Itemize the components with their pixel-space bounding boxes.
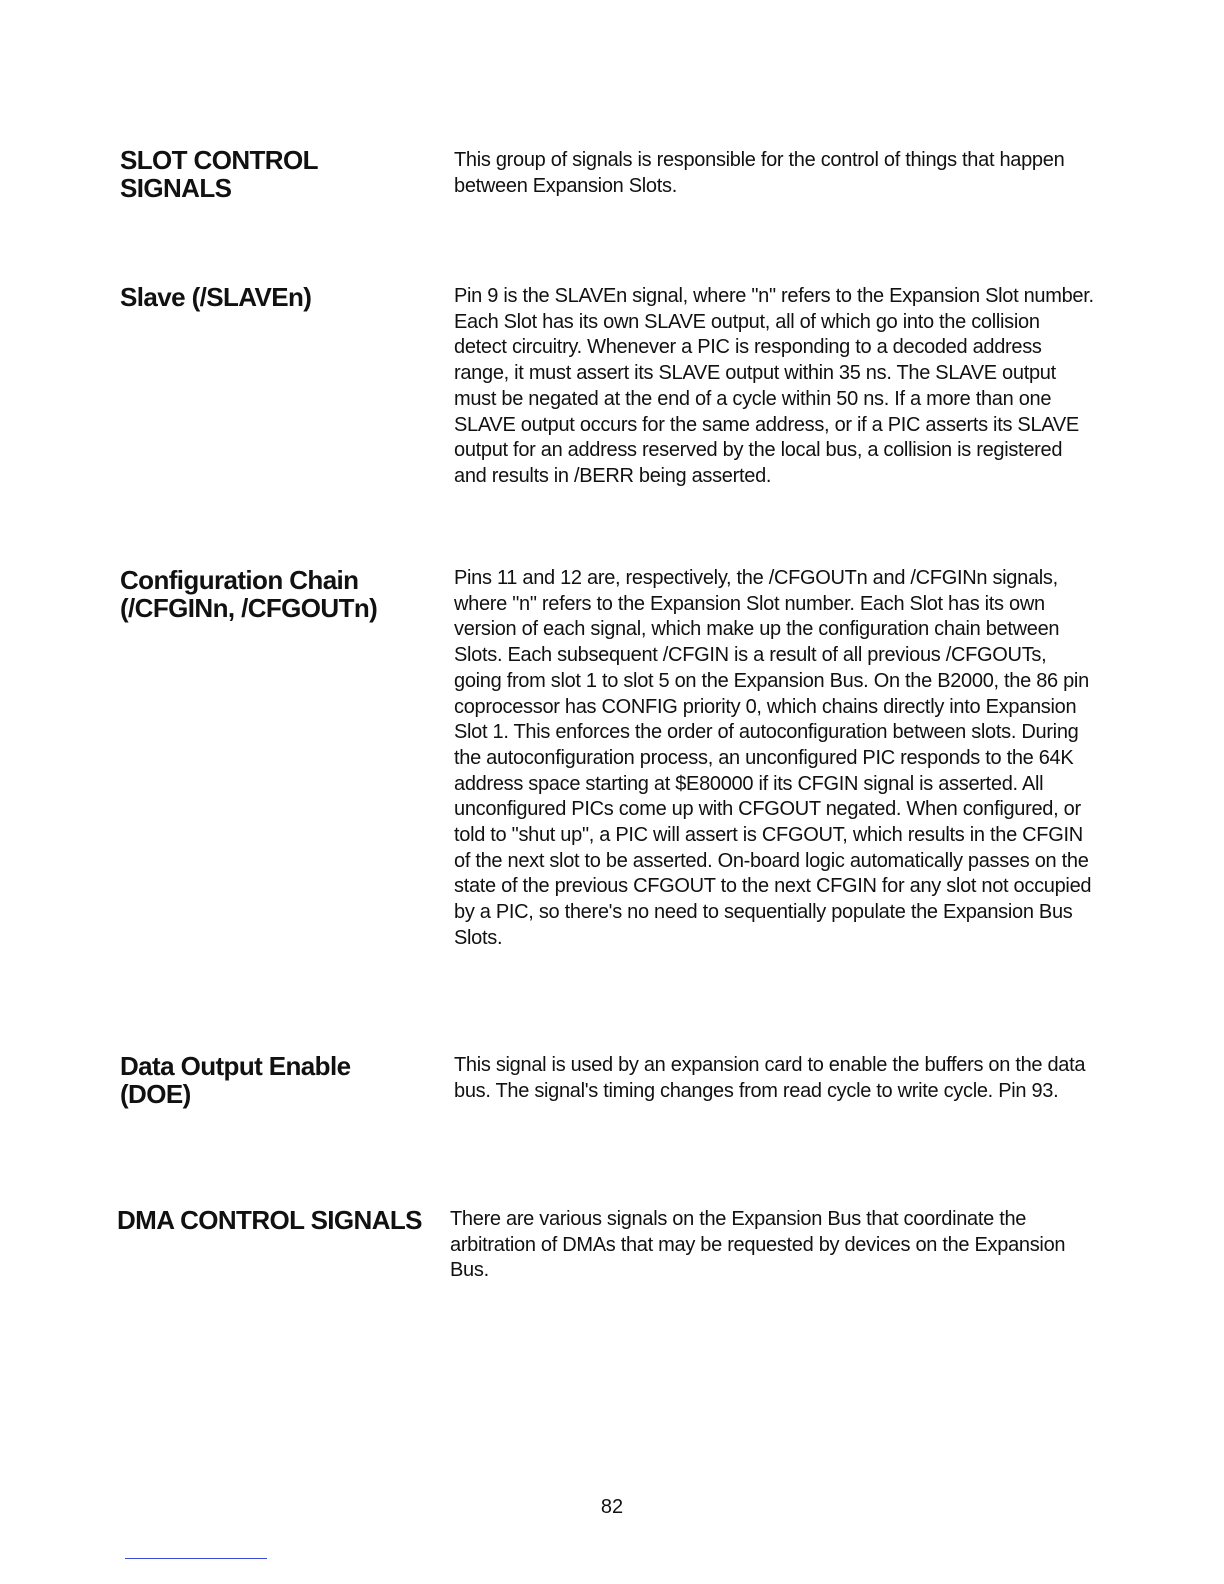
heading-line: (/CFGINn, /CFGOUTn) [120,593,378,623]
section-body: There are various signals on the Expansion Bus that coordinate the arbitration of DMAs that may be requested by devices on the Expansion Bus. [450,1208,1066,1282]
footnote-rule [125,1558,267,1559]
heading-line: (DOE) [120,1079,191,1109]
section-body: Pins 11 and 12 are, respectively, the /CFGOUTn and /CFGINn signals, where "n" refers to the Expansion Slot number. Each Slot has its own version of each signal, which make up the configuration chain between Slots. Each subsequent /CFGIN is a result of all previous /CFGOUTs, going from slot 1 to slot 5 on the Expansion Bus. On the B2000, the 86 pin coprocessor has CONFIG priority 0, which chains directly into Expansion Slot 1. This enforces the order of autoconfiguration between slots. During the autoconfiguration process, an unconfigured PIC responds to the 64K address space starting at $E80000 if its CFGIN signal is asserted. All unconfigured PICs come up with CFGOUT negated. When configured, or told to "shut up", a PIC will assert is CFGOUT, which results in the CFGIN of the next slot to be asserted. On-board logic automatically passes on the state of the previous CFGOUT to the next CFGIN for any slot not occupied by a PIC, so there's no need to sequentially populate the Expansion Bus Slots. [454,567,1092,949]
heading-line: DMA CONTROL SIGNALS [117,1205,422,1235]
heading-line: Configuration Chain [120,565,359,595]
section-body: Pin 9 is the SLAVEn signal, where "n" refers to the Expansion Slot number. Each Slot has its own SLAVE output, all of which go into the collision detect circuitry. Whenever a PIC is responding to a decoded address range, it must assert its SLAVE output within 35 ns. The SLAVE output must be negated at the end of a cycle within 50 ns. If a more than one SLAVE output occurs for the same address, or if a PIC asserts its SLAVE output for an address reserved by the local bus, a collision is registered and results in /BERR being asserted. [454,285,1094,487]
section-heading [117,1206,447,1234]
section-heading [120,566,440,622]
section-body: This group of signals is responsible for the control of things that happen between Expansion Slots. [454,149,1065,197]
heading-line: SIGNALS [120,173,232,203]
heading-line: SLOT CONTROL [120,145,318,175]
heading-line: Slave (/SLAVEn) [120,282,312,312]
heading-line: Data Output Enable [120,1051,351,1081]
section-body: This signal is used by an expansion card to enable the buffers on the data bus. The signal's timing changes from read cycle to write cycle. Pin 93. [454,1054,1086,1102]
section-heading [120,283,440,311]
page-number: 82 [600,1496,624,1518]
section-heading [120,146,440,202]
section-heading [120,1052,440,1108]
